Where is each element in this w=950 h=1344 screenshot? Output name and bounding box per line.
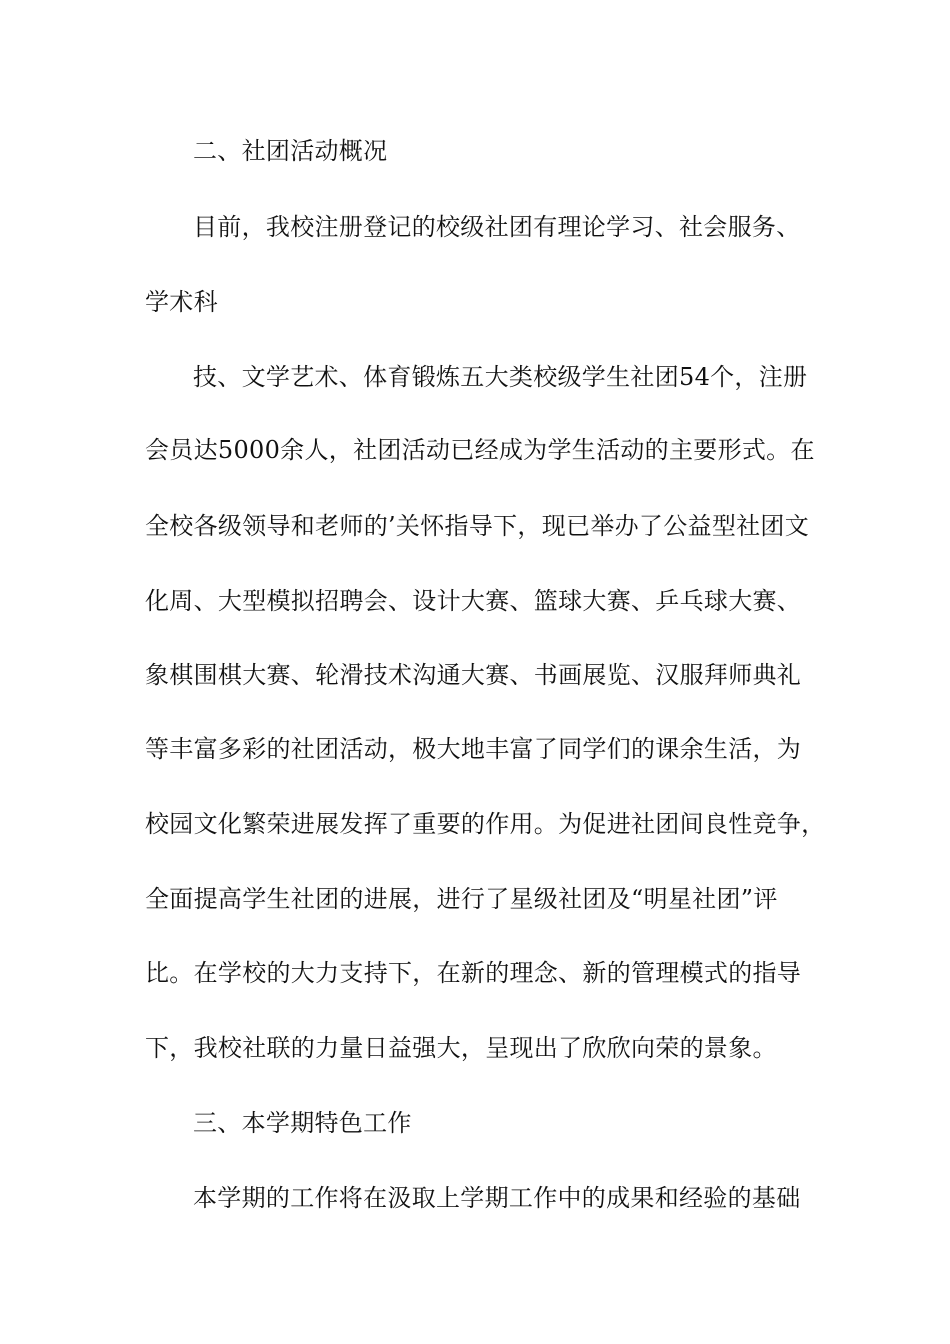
paragraph-line: 化周、大型模拟招聘会、设计大赛、篮球大赛、乒乓球大赛、 [145, 587, 802, 615]
paragraph-line: 等丰富多彩的社团活动，极大地丰富了同学们的课余生活，为 [145, 735, 802, 763]
section-heading-3: 三、本学期特色工作 [193, 1109, 412, 1137]
paragraph-line: 本学期的工作将在汲取上学期工作中的成果和经验的基础 [193, 1184, 801, 1212]
paragraph-line: 学术科 [145, 288, 218, 316]
section-heading-2: 二、社团活动概况 [193, 137, 388, 165]
paragraph-line: 比。在学校的大力支持下，在新的理念、新的管理模式的指导 [145, 959, 802, 987]
paragraph-line: 全面提高学生社团的进展，进行了星级社团及“明星社团”评 [145, 885, 778, 913]
paragraph-line: 象棋围棋大赛、轮滑技术沟通大赛、书画展览、汉服拜师典礼 [145, 661, 802, 689]
paragraph-line: 会员达5000余人，社团活动已经成为学生活动的主要形式。在 [145, 436, 815, 464]
paragraph-line: 校园文化繁荣进展发挥了重要的作用。为促进社团间良性竞争， [145, 810, 826, 838]
paragraph-line: 全校各级领导和老师的’关怀指导下，现已举办了公益型社团文 [145, 512, 810, 540]
paragraph-line: 技、文学艺术、体育锻炼五大类校级学生社团54个，注册 [193, 363, 808, 391]
paragraph-line: 下，我校社联的力量日益强大，呈现出了欣欣向荣的景象。 [145, 1034, 777, 1062]
paragraph-line: 目前，我校注册登记的校级社团有理论学习、社会服务、 [193, 213, 801, 241]
